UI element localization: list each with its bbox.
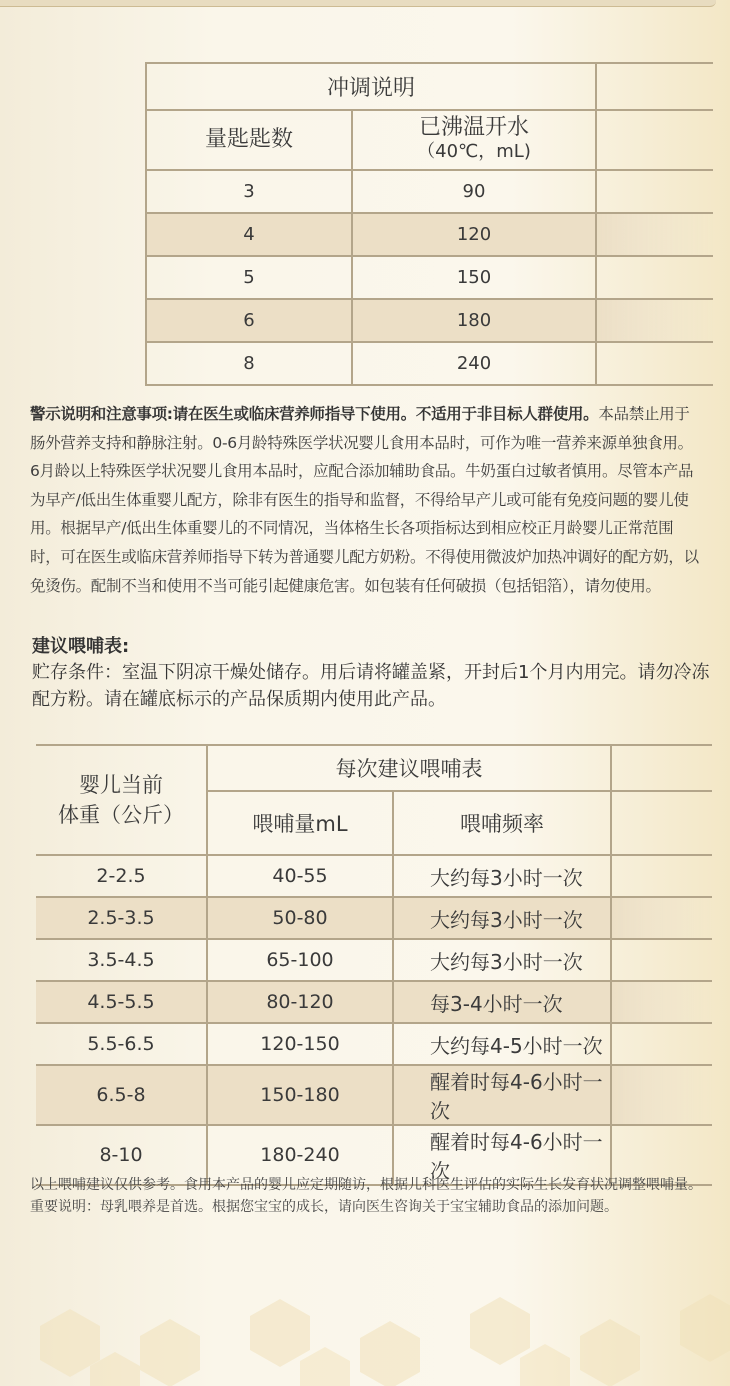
amount-header: 喂哺量mL — [207, 791, 393, 855]
weight-header-line1: 婴儿当前 — [79, 773, 163, 797]
amount-cell: 50-80 — [207, 897, 393, 939]
prep-table-title: 冲调说明 — [146, 63, 596, 110]
weight-header — [36, 745, 207, 855]
table-row — [36, 855, 712, 897]
table-row — [146, 342, 713, 385]
honeycomb-decoration — [0, 1266, 730, 1386]
scoops-cell: 4 — [146, 213, 352, 256]
amount-cell: 80-120 — [207, 981, 393, 1023]
feed-table-title: 每次建议喂哺表 — [207, 745, 611, 791]
frequency-cell: 醒着时每4-6小时一次 — [393, 1125, 611, 1185]
scoops-header: 量匙匙数 — [146, 110, 352, 170]
frequency-cell: 醒着时每4-6小时一次 — [393, 1065, 611, 1125]
scoops-cell: 6 — [146, 299, 352, 342]
water-cell: 150 — [352, 256, 596, 299]
weight-header-line2: 体重（公斤） — [58, 803, 184, 827]
water-header-unit: （40℃，mL) — [417, 141, 531, 162]
amount-cell: 150-180 — [207, 1065, 393, 1125]
feeding-notes — [30, 1174, 710, 1218]
water-header — [352, 110, 596, 170]
scoops-cell: 3 — [146, 170, 352, 213]
table-row — [36, 1023, 712, 1065]
water-cell: 120 — [352, 213, 596, 256]
frequency-cell: 每3-4小时一次 — [393, 981, 611, 1023]
scoops-cell: 8 — [146, 342, 352, 385]
frequency-cell: 大约每3小时一次 — [393, 939, 611, 981]
amount-cell: 40-55 — [207, 855, 393, 897]
weight-cell: 2-2.5 — [36, 855, 207, 897]
table-row — [36, 981, 712, 1023]
storage-conditions: 贮存条件：室温下阴凉干燥处储存。用后请将罐盖紧，开封后1个月内用完。请勿冷冻配方粉。请在罐底标示的产品保质期内使用此产品。 — [32, 662, 710, 710]
table-row — [146, 170, 713, 213]
feeding-note-reference: 以上喂哺建议仅供参考。食用本产品的婴儿应定期随访，根据儿科医生评估的实际生长发育状况调整喂哺量。 — [30, 1177, 702, 1193]
weight-cell: 6.5-8 — [36, 1065, 207, 1125]
table-row — [36, 897, 712, 939]
water-cell: 240 — [352, 342, 596, 385]
amount-cell: 65-100 — [207, 939, 393, 981]
frequency-cell: 大约每4-5小时一次 — [393, 1023, 611, 1065]
table-row — [146, 256, 713, 299]
weight-cell: 5.5-6.5 — [36, 1023, 207, 1065]
warning-lead: 警示说明和注意事项:请在医生或临床营养师指导下使用。不适用于非目标人群使用。 — [30, 405, 599, 423]
feeding-note-important: 重要说明：母乳喂养是首选。根据您宝宝的成长，请向医生咨询关于宝宝辅助食品的添加问题。 — [30, 1199, 618, 1215]
weight-cell: 3.5-4.5 — [36, 939, 207, 981]
weight-cell: 2.5-3.5 — [36, 897, 207, 939]
frequency-cell: 大约每3小时一次 — [393, 897, 611, 939]
water-cell: 180 — [352, 299, 596, 342]
feeding-table — [36, 744, 712, 1186]
water-cell: 90 — [352, 170, 596, 213]
amount-cell: 120-150 — [207, 1023, 393, 1065]
weight-cell: 8-10 — [36, 1125, 207, 1185]
warning-text — [30, 400, 702, 600]
preparation-table — [145, 62, 713, 386]
weight-cell: 4.5-5.5 — [36, 981, 207, 1023]
top-border — [0, 0, 716, 7]
table-row — [36, 939, 712, 981]
table-row — [36, 1065, 712, 1125]
table-row — [146, 299, 713, 342]
table-row — [146, 213, 713, 256]
feeding-title: 建议喂哺表: — [32, 636, 130, 657]
scoops-cell: 5 — [146, 256, 352, 299]
frequency-header: 喂哺频率 — [393, 791, 611, 855]
amount-cell: 180-240 — [207, 1125, 393, 1185]
warning-body: 本品禁止用于肠外营养支持和静脉注射。0-6月龄特殊医学状况婴儿食用本品时，可作为唯一营养来源单独食用。6月龄以上特殊医学状况婴儿食用本品时，应配合添加辅助食品。牛奶蛋白过敏者慎用。尽管本产品为早产/低出生体重婴儿配方，除非有医生的指导和监督，不得给早产儿或可能有免疫问题的婴儿使用。根据早产/低出生体重婴儿的不同情况，当体格生长各项指标达到相应校正月龄婴儿正常范围时，可在医生或临床营养师指导下转为普通婴儿配方奶粉。不得使用微波炉加热冲调好的配方奶，以免烫伤。配制不当和使用不当可能引起健康危害。如包装有任何破损（包括铝箔），请勿使用。 — [30, 405, 699, 595]
water-header-title: 已沸温开水 — [419, 115, 530, 140]
frequency-cell: 大约每3小时一次 — [393, 855, 611, 897]
